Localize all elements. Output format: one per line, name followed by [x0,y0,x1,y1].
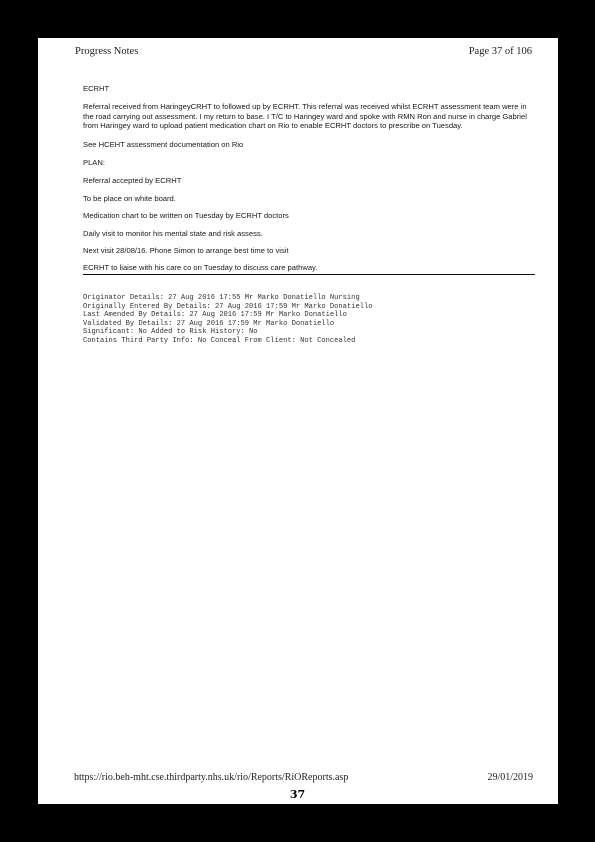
third-party-details: Contains Third Party Info: No Conceal From Client: Not Concealed [83,336,356,345]
originally-entered-details: Originally Entered By Details: 27 Aug 2016 17:59 Mr Marko Donatiello [83,302,373,311]
plan-item: Medication chart to be written on Tuesday by ECRHT doctors [83,211,289,221]
plan-item: Daily visit to monitor his mental state and risk assess. [83,228,263,238]
significant-details: Significant: No Added to Risk History: No [83,328,258,337]
note-paragraph: Referral received from HaringeyCRHT to followed up by ECRHT. This referral was received whilst ECRHT assessment team were in the road carrying out assessment. I my return to base. I T/C to Haringey ward and spoke with RMN Ron and nurse in charge Gabriel from Haringey ward to upload patient medication chart on Rio to enable ECRHT doctors to prescribe on Tuesday. [83,102,527,131]
originator-details: Originator Details: 27 Aug 2016 17:55 Mr Marko Donatiello Nursing [83,294,360,302]
last-amended-details: Last Amended By Details: 27 Aug 2016 17:59 Mr Marko Donatiello [83,311,347,320]
plan-item: ECRHT to liaise with his care co on Tuesday to discuss care pathway. [83,263,535,274]
plan-item: Next visit 28/08/16. Phone Simon to arrange best time to visit [83,246,289,256]
plan-item: Referral accepted by ECRHT [83,176,182,186]
document-title: Progress Notes [75,46,139,57]
footer-url: https://rio.beh-mht.cse.thirdparty.nhs.uk/rio/Reports/RiOReports.asp [74,772,349,783]
note-metadata [83,294,535,346]
plan-label: PLAN: [83,158,105,168]
page-indicator: Page 37 of 106 [468,46,532,57]
footer-date: 29/01/2019 [487,772,533,783]
progress-note-body [83,84,535,276]
page-number: 37 [289,788,306,801]
note-heading: ECRHT [83,84,110,93]
note-see-reference: See HCEHT assessment documentation on Rio [83,139,244,149]
document-page [38,38,558,804]
validated-details: Validated By Details: 27 Aug 2016 17:59 Mr Marko Donatiello [83,319,335,328]
plan-item: To be place on white board. [83,193,176,203]
